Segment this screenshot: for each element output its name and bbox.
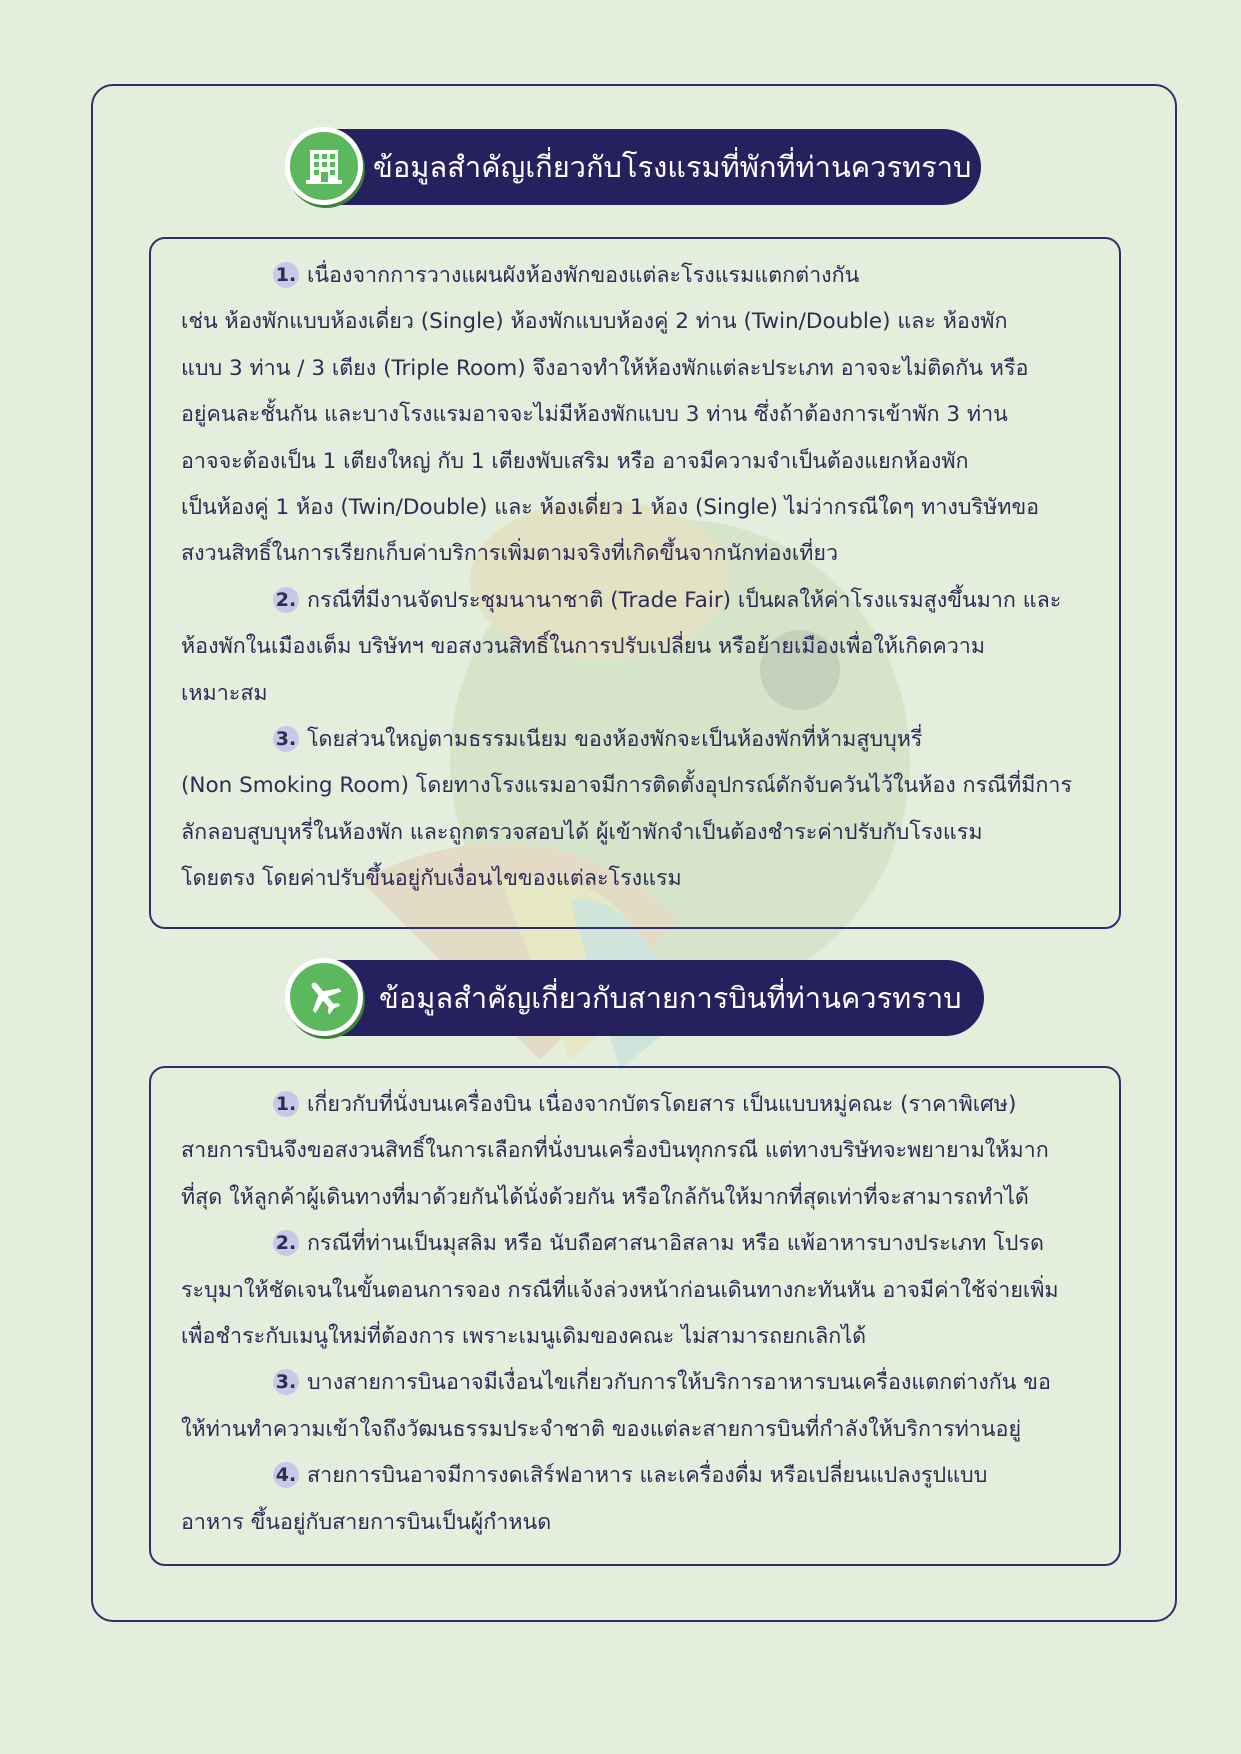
number-badge: 1. (273, 1091, 299, 1117)
airline-section-banner (287, 960, 984, 1036)
hotel-item-1-line-6: เป็นห้องคู่ 1 ห้อง (Twin/Double) และ ห้องเดี่ยว 1 ห้อง (Single) ไม่ว่ากรณีใดๆ ทางบริษัทขอ (181, 495, 1040, 521)
hotel-item-3-line-4: โดยตรง โดยค่าปรับขึ้นอยู่กับเงื่อนไขของแต่ละโรงแรม (181, 866, 682, 892)
airline-item-4-line-2: อาหาร ขึ้นอยู่กับสายการบินเป็นผู้กำหนด (181, 1509, 552, 1535)
airline-item-1-line-1: 1. เกี่ยวกับที่นั่งบนเครื่องบิน เนื่องจากบัตรโดยสาร เป็นแบบหมู่คณะ (ราคาพิเศษ) (181, 1092, 1016, 1117)
airline-badge (285, 958, 363, 1036)
airline-item-3-line-1: 3. บางสายการบินอาจมีเงื่อนไขเกี่ยวกับการให้บริการอาหารบนเครื่องแตกต่างกัน ขอ (181, 1370, 1051, 1395)
hotel-item-3-line-1: 3. โดยส่วนใหญ่ตามธรรมเนียม ของห้องพักจะเป็นห้องพักที่ห้ามสูบบุหรี่ (181, 727, 922, 752)
number-badge: 3. (273, 1369, 299, 1395)
hotel-item-2 (181, 578, 1091, 717)
airline-item-4 (181, 1453, 1091, 1546)
number-badge: 4. (273, 1462, 299, 1488)
airline-item-1-line-3: ที่สุด ให้ลูกค้าผู้เดินทางที่มาด้วยกันได้นั่งด้วยกัน หรือใกล้กันให้มากที่สุดเท่าที่จะสามารถทำได้ (181, 1184, 1029, 1210)
hotel-item-1 (181, 253, 1091, 578)
airline-item-2-line-2: ระบุมาให้ชัดเจนในขั้นตอนการจอง กรณีที่แจ้งล่วงหน้าก่อนเดินทางกะทันหัน อาจมีค่าใช้จ่ายเพิ่ม (181, 1277, 1059, 1303)
hotel-item-1-line-7: สงวนสิทธิ์ในการเรียกเก็บค่าบริการเพิ่มตามจริงที่เกิดขึ้นจากนักท่องเที่ยว (181, 541, 839, 567)
building-icon (304, 146, 344, 186)
hotel-badge (285, 127, 363, 205)
hotel-info-panel (149, 237, 1121, 929)
hotel-item-1-line-1: 1. เนื่องจากการวางแผนผังห้องพักของแต่ละโรงแรมแตกต่างกัน (181, 263, 859, 288)
hotel-item-3-line-3: ลักลอบสูบบุหรี่ในห้องพัก และถูกตรวจสอบได้ ผู้เข้าพักจำเป็นต้องชำระค่าปรับกับโรงแรม (181, 819, 983, 845)
airline-item-3 (181, 1360, 1091, 1453)
hotel-item-2-line-2: ห้องพักในเมืองเต็ม บริษัทฯ ขอสงวนสิทธิ์ในการปรับเปลี่ยน หรือย้ายเมืองเพื่อให้เกิดความ (181, 634, 986, 660)
hotel-section-banner (287, 129, 981, 205)
hotel-section-title: ข้อมูลสำคัญเกี่ยวกับโรงแรมที่พักที่ท่านควรทราบ (373, 150, 972, 184)
number-badge: 2. (273, 587, 299, 613)
hotel-item-1-line-5: อาจจะต้องเป็น 1 เตียงใหญ่ กับ 1 เตียงพับเสริม หรือ อาจมีความจำเป็นต้องแยกห้องพัก (181, 448, 969, 474)
hotel-item-3 (181, 717, 1091, 903)
airline-section-title: ข้อมูลสำคัญเกี่ยวกับสายการบินที่ท่านควรทราบ (379, 981, 962, 1015)
airline-item-1-line-2: สายการบินจึงขอสงวนสิทธิ์ในการเลือกที่นั่งบนเครื่องบินทุกกรณี แต่ทางบริษัทจะพยายามให้มาก (181, 1138, 1049, 1164)
airline-item-2-line-1: 2. กรณีที่ท่านเป็นมุสลิม หรือ นับถือศาสนาอิสลาม หรือ แพ้อาหารบางประเภท โปรด (181, 1231, 1044, 1256)
airline-item-2 (181, 1221, 1091, 1360)
hotel-item-2-line-3: เหมาะสม (181, 680, 268, 706)
hotel-item-3-line-2: (Non Smoking Room) โดยทางโรงแรมอาจมีการติดตั้งอุปกรณ์ดักจับควันไว้ในห้อง กรณีที่มีการ (181, 773, 1073, 799)
airline-item-3-line-2: ให้ท่านทำความเข้าใจถึงวัฒนธรรมประจำชาติ ของแต่ละสายการบินที่กำลังให้บริการท่านอยู่ (181, 1416, 1022, 1442)
hotel-item-1-line-3: แบบ 3 ท่าน / 3 เตียง (Triple Room) จึงอาจทำให้ห้องพักแต่ละประเภท อาจจะไม่ติดกัน หรือ (181, 355, 1029, 381)
hotel-item-2-line-1: 2. กรณีที่มีงานจัดประชุมนานาชาติ (Trade Fair) เป็นผลให้ค่าโรงแรมสูงขึ้นมาก และ (181, 588, 1061, 613)
airline-item-2-line-3: เพื่อชำระกับเมนูใหม่ที่ต้องการ เพราะเมนูเดิมของคณะ ไม่สามารถยกเลิกได้ (181, 1324, 867, 1350)
number-badge: 2. (273, 1230, 299, 1256)
number-badge: 1. (273, 262, 299, 288)
airline-item-1 (181, 1082, 1091, 1221)
hotel-item-1-line-4: อยู่คนละชั้นกัน และบางโรงแรมอาจจะไม่มีห้องพักแบบ 3 ท่าน ซึ่งถ้าต้องการเข้าพัก 3 ท่าน (181, 402, 1008, 428)
number-badge: 3. (273, 726, 299, 752)
airline-info-panel (149, 1066, 1121, 1566)
hotel-item-1-line-2: เช่น ห้องพักแบบห้องเดี่ยว (Single) ห้องพักแบบห้องคู่ 2 ท่าน (Twin/Double) และ ห้องพัก (181, 309, 1008, 335)
airline-item-4-line-1: 4. สายการบินอาจมีการงดเสิร์ฟอาหาร และเครื่องดื่ม หรือเปลี่ยนแปลงรูปแบบ (181, 1463, 987, 1488)
airplane-icon (304, 977, 344, 1017)
